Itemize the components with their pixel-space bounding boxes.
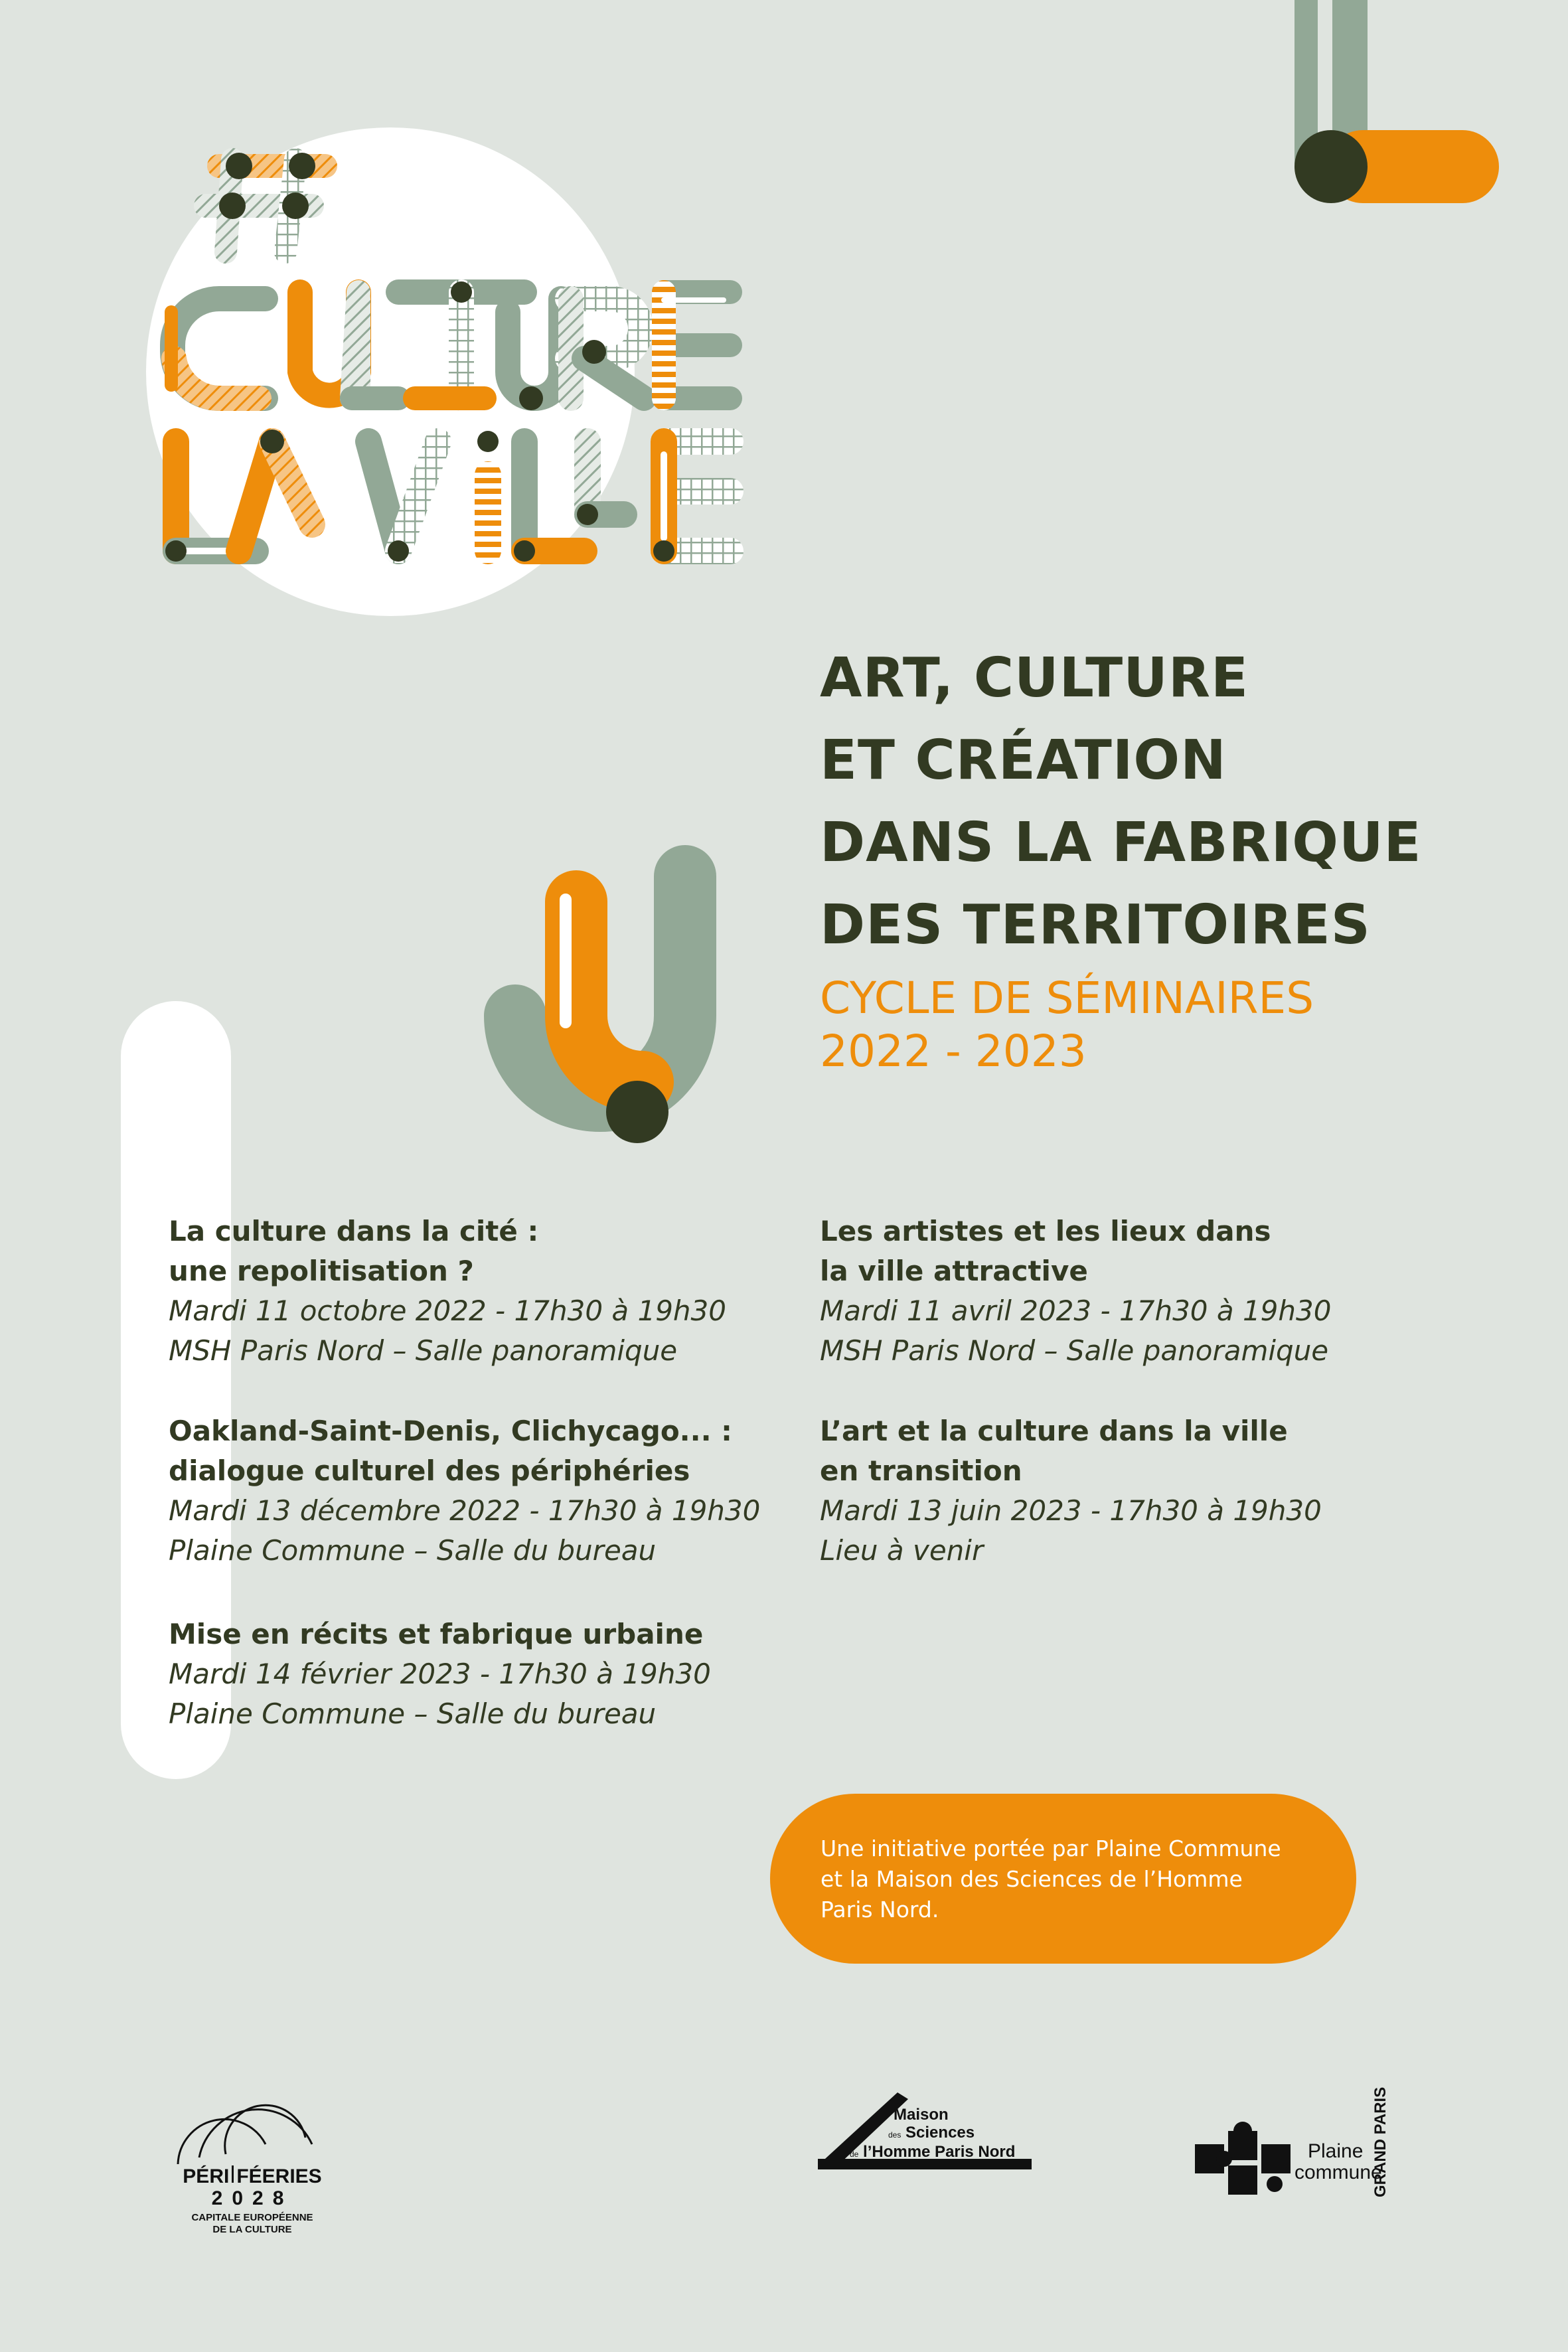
corner-l-shape bbox=[1294, 0, 1499, 203]
seminar-title: Oakland-Saint-Denis, Clichycago... : bbox=[169, 1415, 732, 1447]
peri-year-digit: 8 bbox=[272, 2187, 293, 2209]
u-shape bbox=[515, 876, 685, 1143]
peri-tagline-2: DE LA CULTURE bbox=[212, 2224, 292, 2235]
initiative-line: Paris Nord. bbox=[821, 1897, 939, 1922]
seminar-title: dialogue culturel des périphéries bbox=[169, 1454, 690, 1487]
subtitle-line: 2022 - 2023 bbox=[820, 1026, 1087, 1077]
msh-small: de bbox=[850, 2150, 859, 2159]
seminar-title: en transition bbox=[820, 1454, 1022, 1487]
peri-year-digit: 2 bbox=[211, 2187, 232, 2209]
seminar-place: Plaine Commune – Salle du bureau bbox=[169, 1534, 657, 1567]
plaine-vertical: GRAND PARIS bbox=[1372, 2086, 1389, 2197]
initiative-line: et la Maison des Sciences de l’Homme bbox=[821, 1866, 1243, 1892]
initiative-text bbox=[821, 1834, 1325, 1925]
seminar-date: Mardi 14 février 2023 - 17h30 à 19h30 bbox=[169, 1658, 711, 1690]
plaine-commune-puzzle bbox=[1195, 2122, 1291, 2195]
logo-hashtag bbox=[166, 571, 167, 572]
seminar-date: Mardi 13 juin 2023 - 17h30 à 19h30 bbox=[820, 1494, 1322, 1527]
seminar-title: L’art et la culture dans la ville bbox=[820, 1415, 1288, 1447]
seminar-place: Plaine Commune – Salle du bureau bbox=[169, 1697, 657, 1730]
initiative-line: Une initiative portée par Plaine Commune bbox=[821, 1836, 1281, 1861]
seminar-date: Mardi 13 décembre 2022 - 17h30 à 19h30 bbox=[169, 1494, 761, 1527]
title-line: ART, CULTURE bbox=[820, 647, 1249, 710]
subtitle bbox=[820, 972, 1484, 1078]
seminar-3 bbox=[169, 1614, 793, 1734]
seminar-1 bbox=[169, 1212, 793, 1371]
peri-tagline-1: CAPITALE EUROPÉENNE bbox=[191, 2212, 313, 2223]
peri-year-digit: 0 bbox=[232, 2187, 252, 2209]
seminar-place: MSH Paris Nord – Salle panoramique bbox=[820, 1334, 1329, 1367]
peri-year-digit: 2 bbox=[252, 2187, 273, 2209]
seminar-title: Les artistes et les lieux dans bbox=[820, 1215, 1271, 1247]
title-line: ET CRÉATION bbox=[820, 729, 1227, 792]
seminar-place: Lieu à venir bbox=[820, 1534, 984, 1567]
seminar-2 bbox=[169, 1411, 793, 1571]
msh-small: des bbox=[888, 2130, 902, 2140]
subtitle-line: CYCLE DE SÉMINAIRES bbox=[820, 973, 1314, 1024]
msh-line3: l’Homme Paris Nord bbox=[863, 2143, 1016, 2161]
seminar-title: Mise en récits et fabrique urbaine bbox=[169, 1618, 704, 1650]
msh-line2: Sciences bbox=[905, 2124, 975, 2142]
seminar-4 bbox=[820, 1212, 1444, 1371]
title-line: DES TERRITOIRES bbox=[820, 894, 1371, 957]
seminar-title: La culture dans la cité : bbox=[169, 1215, 539, 1247]
peri-name-right: FÉERIES bbox=[236, 2165, 322, 2187]
msh-logo-text bbox=[850, 2106, 1053, 2163]
seminar-place: MSH Paris Nord – Salle panoramique bbox=[169, 1334, 678, 1367]
perifeeries-arcs bbox=[178, 2105, 312, 2164]
seminar-title: une repolitisation ? bbox=[169, 1255, 474, 1287]
seminar-title: la ville attractive bbox=[820, 1255, 1088, 1287]
seminar-5 bbox=[820, 1411, 1444, 1571]
perifeeries-logo bbox=[166, 2165, 339, 2236]
plaine-line2: commune bbox=[1294, 2161, 1382, 2183]
seminar-date: Mardi 11 octobre 2022 - 17h30 à 19h30 bbox=[169, 1294, 726, 1327]
title-line: DANS LA FABRIQUE bbox=[820, 811, 1422, 874]
main-title bbox=[820, 637, 1550, 967]
msh-line1: Maison bbox=[894, 2106, 949, 2124]
seminar-date: Mardi 11 avril 2023 - 17h30 à 19h30 bbox=[820, 1294, 1332, 1327]
peri-name-left: PÉRI bbox=[183, 2165, 230, 2187]
plaine-line1: Plaine bbox=[1308, 2140, 1364, 2162]
